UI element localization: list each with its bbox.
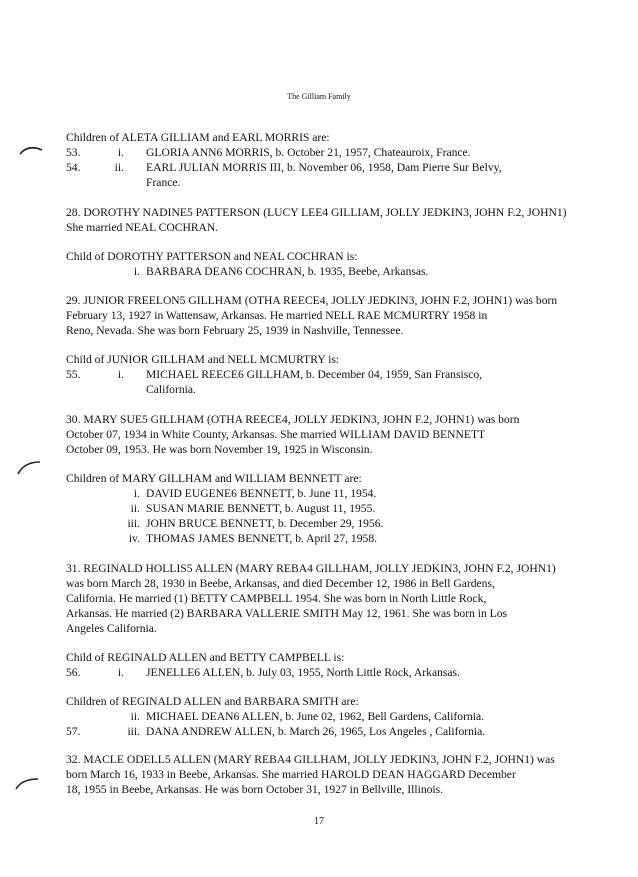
child-text: MICHAEL DEAN6 ALLEN, b. June 02, 1962, Bell Gardens, California. <box>146 710 484 723</box>
children-heading: Children of REGINALD ALLEN and BARBARA SMITH are: <box>66 695 359 708</box>
entry-30-line: October 09, 1953. He was born November 19, 1925 in Wisconsin. <box>66 443 373 456</box>
children-heading: Child of JUNIOR GILLHAM and NELL MCMURTRY is: <box>66 353 340 366</box>
entry-32-line: 18, 1955 in Beebe, Arkansas. He was born October 31, 1927 in Bellville, Illinois. <box>66 783 444 796</box>
entry-32-line: 32. MACLE ODELL5 ALLEN (MARY REBA4 GILLHAM, JOLLY JEDKIN3, JOHN F.2, JOHN1) was <box>66 753 555 766</box>
child-text: GLORIA ANN6 MORRIS, b. October 21, 1957, Chateauroix, France. <box>146 146 471 159</box>
child-text-continued: France. <box>146 176 181 189</box>
entry-29-line: Reno, Nevada. She was born February 25, 1939 in Nashville, Tennessee. <box>66 324 404 337</box>
child-roman: ii. <box>130 710 140 723</box>
child-number: 57. <box>66 725 81 738</box>
children-heading: Children of ALETA GILLIAM and EARL MORRIS are: <box>66 131 330 144</box>
child-number: 53. <box>66 146 81 159</box>
entry-30-line: 30. MARY SUE5 GILLHAM (OTHA REECE4, JOLLY JEDKIN3, JOHN F.2, JOHN1) was born <box>66 413 520 426</box>
entry-31-line: Angeles California. <box>66 622 157 635</box>
page-number: 17 <box>314 816 324 827</box>
child-number: 56. <box>66 666 81 679</box>
child-roman: ii. <box>114 161 124 174</box>
hole-punch-mark <box>16 458 42 476</box>
entry-32-line: born March 16, 1933 in Beebe, Arkansas. She married HAROLD DEAN HAGGARD December <box>66 768 516 781</box>
child-text: DAVID EUGENE6 BENNETT, b. June 11, 1954. <box>146 487 377 500</box>
children-heading: Child of REGINALD ALLEN and BETTY CAMPBELL is: <box>66 651 345 664</box>
child-text: SUSAN MARIE BENNETT, b. August 11, 1955. <box>146 502 376 515</box>
children-heading: Child of DOROTHY PATTERSON and NEAL COCHRAN is: <box>66 250 358 263</box>
entry-31-line: California. He married (1) BETTY CAMPBELL 1954. She was born in North Little Rock, <box>66 592 487 605</box>
child-roman: i. <box>117 368 124 381</box>
child-text: MICHAEL REECE6 GILLHAM, b. December 04, 1959, San Fransisco, <box>146 368 483 381</box>
child-number: 54. <box>66 161 81 174</box>
child-text: JOHN BRUCE BENNETT, b. December 29, 1956. <box>146 517 384 530</box>
child-text: BARBARA DEAN6 COCHRAN, b. 1935, Beebe, Arkansas. <box>146 265 429 278</box>
child-roman: i. <box>133 265 140 278</box>
page-header: The Gilliam Family <box>287 92 351 101</box>
entry-28-line: She married NEAL COCHRAN. <box>66 221 219 234</box>
child-roman: iii. <box>127 517 140 530</box>
child-text-continued: California. <box>146 383 196 396</box>
entry-31-line: 31. REGINALD HOLLIS5 ALLEN (MARY REBA4 GILLHAM, JOLLY JEDKIN3, JOHN F.2, JOHN1) <box>66 562 556 575</box>
child-roman: i. <box>117 146 124 159</box>
child-text: DANA ANDREW ALLEN, b. March 26, 1965, Los Angeles , California. <box>146 725 486 738</box>
entry-28-line: 28. DOROTHY NADINE5 PATTERSON (LUCY LEE4 GILLIAM, JOLLY JEDKIN3, JOHN F.2, JOHN1) <box>66 206 567 219</box>
child-text: THOMAS JAMES BENNETT, b. April 27, 1958. <box>146 532 378 545</box>
child-text: EARL JULIAN MORRIS III, b. November 06, 1958, Dam Pierre Sur Belvy, <box>146 161 502 174</box>
child-roman: iv. <box>128 532 140 545</box>
child-text: JENELLE6 ALLEN, b. July 03, 1955, North Little Rock, Arkansas. <box>146 666 460 679</box>
hole-punch-mark <box>14 775 40 791</box>
entry-30-line: October 07, 1934 in White County, Arkansas. She married WILLIAM DAVID BENNETT <box>66 428 486 441</box>
child-roman: ii. <box>130 502 140 515</box>
entry-29-line: 29. JUNIOR FREELON5 GILLHAM (OTHA REECE4, JOLLY JEDKIN3, JOHN F.2, JOHN1) was born <box>66 294 558 307</box>
child-roman: i. <box>133 487 140 500</box>
entry-31-line: was born March 28, 1930 in Beebe, Arkansas, and died December 12, 1986 in Bell Gardens, <box>66 577 495 590</box>
hole-punch-mark <box>18 142 44 156</box>
child-roman: iii. <box>127 725 140 738</box>
child-number: 55. <box>66 368 81 381</box>
child-roman: i. <box>117 666 124 679</box>
entry-31-line: Arkansas. He married (2) BARBARA VALLERIE SMITH May 12, 1961. She was born in Los <box>66 607 508 620</box>
children-heading: Children of MARY GILLHAM and WILLIAM BENNETT are: <box>66 472 362 485</box>
entry-29-line: February 13, 1927 in Wattensaw, Arkansas. He married NELL RAE MCMURTRY 1958 in <box>66 309 488 322</box>
